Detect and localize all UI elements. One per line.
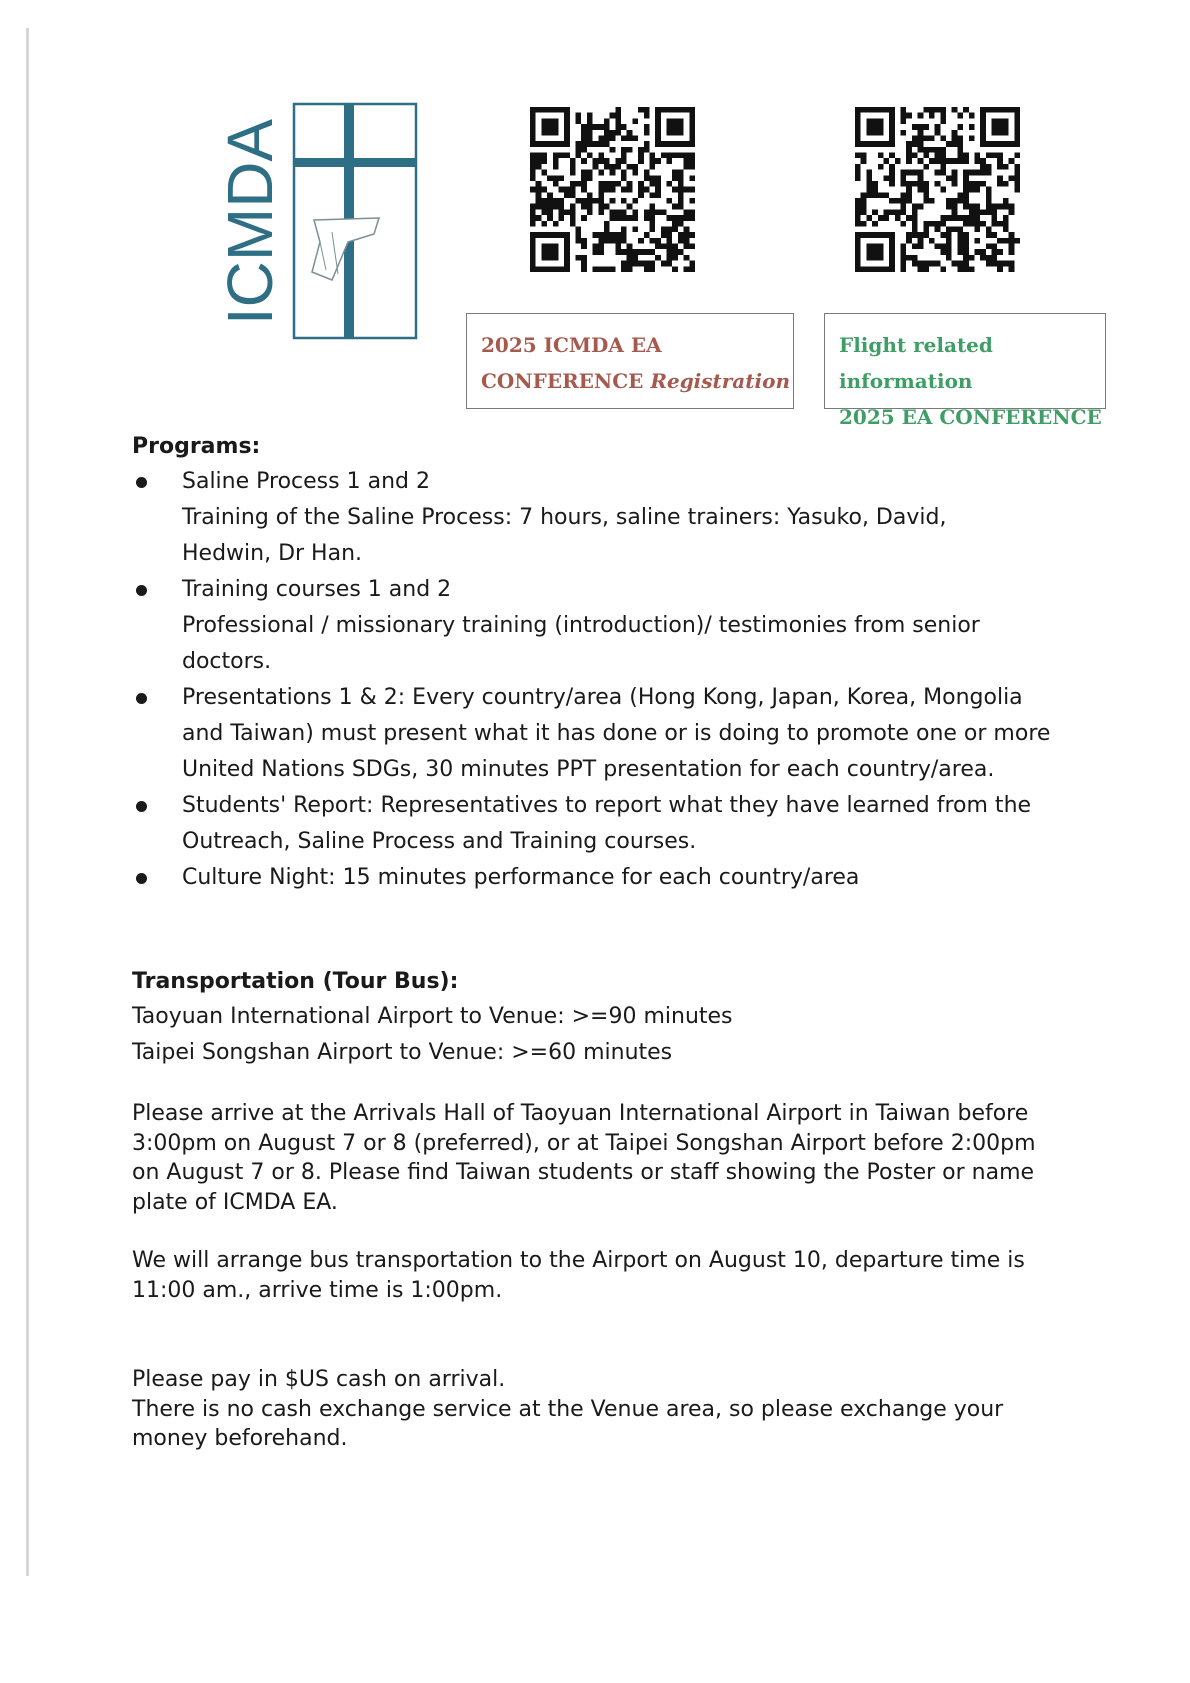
bullet-icon — [136, 873, 147, 884]
flight-info-qr-code[interactable] — [855, 107, 1020, 272]
program-item-line: and Taiwan) must present what it has done or is doing to promote one or more — [182, 721, 1051, 746]
bullet-icon — [136, 693, 147, 704]
program-item-line: Presentations 1 & 2: Every country/area (Hong Kong, Japan, Korea, Mongolia — [182, 685, 1023, 710]
bullet-icon — [136, 585, 147, 596]
program-item-line: Professional / missionary training (introduction)/ testimonies from senior — [182, 613, 980, 638]
logo-text: ICMDA — [214, 118, 286, 326]
programs-list — [132, 464, 1102, 896]
programs-section — [132, 430, 1102, 896]
program-item-line: Training courses 1 and 2 — [182, 577, 452, 602]
program-item-line: Saline Process 1 and 2 — [182, 469, 430, 494]
program-item-line: Training of the Saline Process: 7 hours, saline trainers: Yasuko, David, — [182, 505, 947, 530]
program-item-line: Hedwin, Dr Han. — [182, 541, 363, 566]
transportation-section — [132, 965, 1112, 1071]
bullet-icon — [136, 801, 147, 812]
program-item-line: United Nations SDGs, 30 minutes PPT presentation for each country/area. — [182, 757, 995, 782]
bullet-icon — [136, 477, 147, 488]
flight-caption-line1: Flight related information — [839, 333, 993, 393]
program-item-line: Culture Night: 15 minutes performance for each country/area — [182, 865, 860, 890]
program-item-line: doctors. — [182, 649, 272, 674]
program-item — [132, 860, 1102, 896]
registration-caption-line1: 2025 ICMDA EA — [481, 333, 662, 357]
transportation-heading: Transportation (Tour Bus): — [132, 969, 459, 994]
programs-heading: Programs: — [132, 434, 261, 459]
program-item-line: Outreach, Saline Process and Training courses. — [182, 829, 697, 854]
flight-caption-line2: 2025 EA CONFERENCE — [839, 405, 1102, 429]
flight-caption-box — [824, 313, 1106, 429]
registration-caption-line2: CONFERENCE Registration — [481, 369, 790, 393]
payment-paragraph: Please pay in $US cash on arrival. There is no cash exchange service at the Venue area, so please exchange your money beforehand. — [132, 1367, 1004, 1451]
registration-qr-code[interactable] — [530, 107, 695, 272]
icmda-logo — [214, 102, 419, 342]
departure-paragraph: We will arrange bus transportation to the Airport on August 10, departure time is 11:00 am., arrive time is 1:00pm. — [132, 1248, 1025, 1303]
program-item — [132, 788, 1102, 860]
program-item — [132, 572, 1102, 680]
transport-line-songshan: Taipei Songshan Airport to Venue: >=60 minutes — [132, 1040, 673, 1065]
program-item-line: Students' Report: Representatives to report what they have learned from the — [182, 793, 1032, 818]
arrival-paragraph: Please arrive at the Arrivals Hall of Taoyuan International Airport in Taiwan before 3:00pm on August 7 or 8 (preferred), or at Taipei Songshan Airport before 2:00pm on August 7 or 8. Please find Taiwan students or staff showing the Poster or name plate of ICMDA EA. — [132, 1101, 1036, 1215]
scan-edge-line — [26, 28, 29, 1576]
program-item — [132, 680, 1102, 788]
program-item — [132, 464, 1102, 572]
registration-caption-box — [466, 313, 794, 409]
transport-line-taoyuan: Taoyuan International Airport to Venue: >=90 minutes — [132, 1004, 733, 1029]
